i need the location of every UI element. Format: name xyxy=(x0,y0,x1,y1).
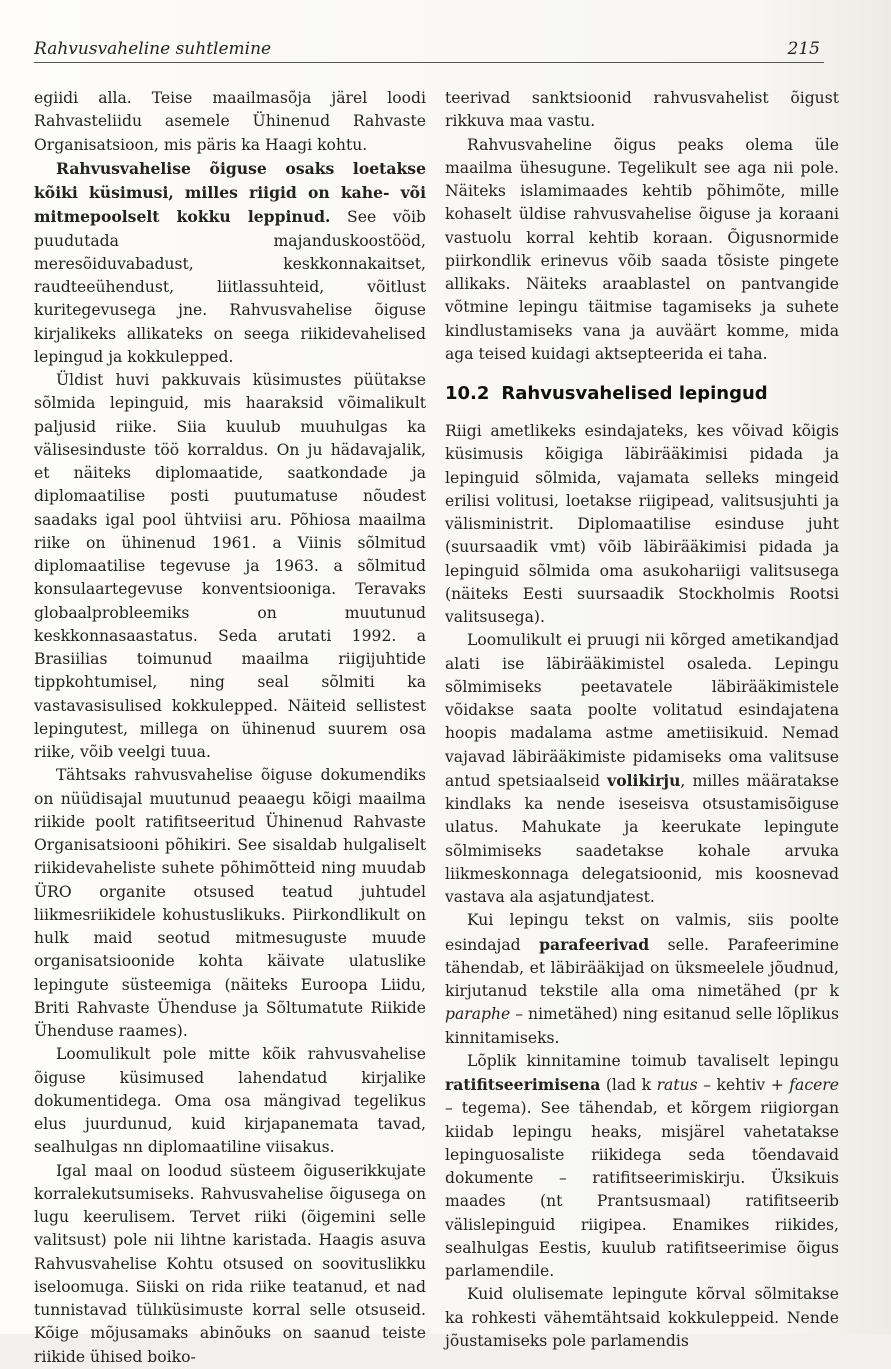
right-column xyxy=(445,87,839,1353)
paragraph: Igal maal on loodud süsteem õiguserikkujate korralekutsumiseks. Rahvusvahelise õigusega on lugu keerulisem. Tervet riiki (õigemini selle valitsust) pole nii lihtne karistada. Haagis asuva Rahvusvahelise Kohtu otsused on soovituslikku iseloomuga. Siiski on rida riike teatanud, et nad tunnistavad tülıküsimuste korral selle otsuseid. Kõige mõjusamaks abinõuks on saanud teiste riikide ühised boiko- xyxy=(34,1161,426,1366)
bold-text: Rahvusvahelise õiguse osaks loetakse kõiki küsimusi, milles riigid on kahe- või mitmepoolselt kokku leppinud. xyxy=(34,158,426,227)
italic-term: ratus xyxy=(656,1076,698,1094)
italic-term: facere xyxy=(789,1076,839,1094)
paragraph-text: – tegema). See tähendab, et kõrgem riigiorgan kiidab lepingu heaks, misjärel vahetatakse lepinguosaliste riikidega seda tõendavaid dokumente – ratifitseerimiskirju. Üksikuis maades (nt Prantsusmaal) ratifitseerib välislepinguid riigipea. Enamikes riikides, sealhulgas Eestis, kuulub ratifitseerimise õigus parlamendile. xyxy=(445,1099,839,1280)
section-number: 10.2 xyxy=(445,383,490,404)
section-title: Rahvusvahelised lepingud xyxy=(501,383,768,404)
section-heading xyxy=(445,382,839,406)
paragraph-text: See võib puudutada majanduskoostööd, meresõiduvabadust, keskkonnakaitset, raudteeühendust, liitlassuhteid, võitlust kuritegevusega jne. Rahvusvahelise õiguse kirjalikeks allikateks on seega riikidevahelised lepingud ja kokkulepped. xyxy=(34,208,426,366)
bold-term: volikirju xyxy=(607,770,681,790)
left-column xyxy=(34,87,426,1369)
paragraph: egiidi alla. Teise maailmasõja järel loodi Rahvasteliidu asemele Ühinenud Rahvaste Organisatsioon, mis päris ka Haagi kohtu. xyxy=(34,89,426,154)
page-number: 215 xyxy=(787,39,820,59)
italic-term: paraphe xyxy=(445,1005,511,1024)
paragraph: Riigi ametlikeks esindajateks, kes võivad kõigis küsimusis kõigiga läbirääkimisi pidada ja lepinguid sõlmida, vajamata selleks mingeid erilisi volitusi, loetakse riigipead, valitsusjuhti ja välisministrit. Diplomaatilise esinduse juht (suursaadik vmt) võib läbirääkimisi pidada ja lepinguid sõlmida oma asukohariigi valitsusega (näiteks Eesti suursaadik Stockholmis Rootsi valitsusega). xyxy=(445,422,839,626)
paragraph: teerivad sanktsioonid rahvusvahelist õigust rikkuva maa vastu. xyxy=(445,89,839,131)
paragraph-text: (lad k xyxy=(600,1076,657,1094)
running-title: Rahvusvaheline suhtlemine xyxy=(34,39,272,59)
paragraph xyxy=(445,909,839,1050)
running-head xyxy=(34,38,824,63)
paragraph xyxy=(445,1050,839,1284)
paragraph-text: Loomulikult ei pruugi nii kõrged ametikandjad alati ise läbirääkimistel osaleda. Lepingu sõlmimiseks peetavatele läbirääkimistele võidakse saata poolte volitatud esindajatena hoopis madalama astme ametiisikuid. Nemad vajavad läbirääkimiste pidamiseks oma valitsuse antud spetsiaalseid xyxy=(445,631,839,790)
paragraph: Tähtsaks rahvusvahelise õiguse dokumendiks on nüüdisajal muutunud peaaegu kõigi maailma riikide poolt ratifitseeritud Ühinenud Rahvaste Organisatsiooni põhikiri. See sisaldab hulgaliselt riikidevaheliste suhete põhimõtteid ning muudab ÜRO organite otsused teatud juhtudel liikmesriikidele kohustuslikuks. Piirkondlikult on hulk maid seotud mitmesuguste muude organisatsioonide kohta käivate ulatuslike lepingute süsteemiga (näiteks Euroopa Liidu, Briti Rahvaste Ühenduse ja Sõltumatute Riikide Ühenduse raames). xyxy=(34,766,426,1040)
paragraph xyxy=(34,157,426,369)
paragraph-text: selle. Parafeerimine tähendab, et läbirääkijad on üksmeelele jõudnud, kirjutanud tekstile alla oma nimetähed (pr k xyxy=(445,935,839,1000)
paragraph-text: , milles määratakse kindlaks ka nende iseseisva otsustamisõiguse ulatus. Mahukate ja keerukate lepingute sõlmimiseks saadetakse kohale arvuka liikmeskonnaga delegatsioonid, mis koosnevad vastava ala asjatundjatest. xyxy=(445,771,839,906)
paragraph-text: Kui lepingu tekst on valmis, siis poolte esindajad xyxy=(445,911,839,954)
bold-term: ratifitseerimisena xyxy=(445,1075,601,1094)
paragraph-text: – nimetähed) ning esitanud selle lõplikus kinnitamiseks. xyxy=(445,1005,839,1047)
bold-term: parafeerivad xyxy=(539,934,650,954)
paragraph-text: Lõplik kinnitamine toimub tavaliselt lepingu xyxy=(467,1051,839,1070)
paragraph: Loomulikult pole mitte kõik rahvusvahelise õiguse küsimused lahendatud kirjalike dokumentidega. Oma osa mängivad tegelikus elus juurdunud, kuid kirjapanemata tavad, sealhulgas nn diplomaatiline viisakus. xyxy=(34,1045,426,1157)
paragraph: Kuid olulisemate lepingute kõrval sõlmitakse ka rohkesti vähemtähtsaid kokkuleppeid. Nende jõustamiseks pole parlamendis xyxy=(445,1285,839,1350)
paragraph xyxy=(445,629,839,909)
paragraph: Üldist huvi pakkuvais küsimustes püütakse sõlmida lepinguid, mis haaraksid võimalikult paljusid riike. Siia kuulub muuhulgas ka välisesinduste töö korraldus. On ju hädavajalik, et näiteks diplomaatide, saatkondade ja diplomaatilise posti puutumatuse nõudest saadaks igal pool ühtviisi aru. Põhiosa maailma riike on ühinenud 1961. a Viinis sõlmitud diplomaatilise tegevuse ja 1963. a sõlmitud konsulaartegevuse konventsiooniga. Teravaks globaalprobleemiks on muutunud keskkonnasaastatus. Seda arutati 1992. a Brasiilias toimunud maailma riigijuhtide tippkohtumisel, ning seal sõlmiti ka vastavasisulised kokkulepped. Näiteid sellistest lepingutest, millega on ühinenud suurem osa riike, võib veelgi tuua. xyxy=(34,371,426,761)
paragraph: Rahvusvaheline õigus peaks olema üle maailma ühesugune. Tegelikult see aga nii pole. Näiteks islamimaades kehtib põhimõte, mille kohaselt üldise rahvusvahelise õiguse ja koraani vastuolu korral kehtib koraan. Õigusnormide piirkondlik erinevus võib saada tõsiste pingete allikaks. Näiteks araablastel on pantvangide võtmine lepingu täitmise tagamiseks ja suhete kindlustamiseks vana ja auväärt komme, mida aga teised kuidagi aktsepteerida ei taha. xyxy=(445,135,839,363)
paragraph-text: – kehtiv + xyxy=(697,1076,790,1094)
